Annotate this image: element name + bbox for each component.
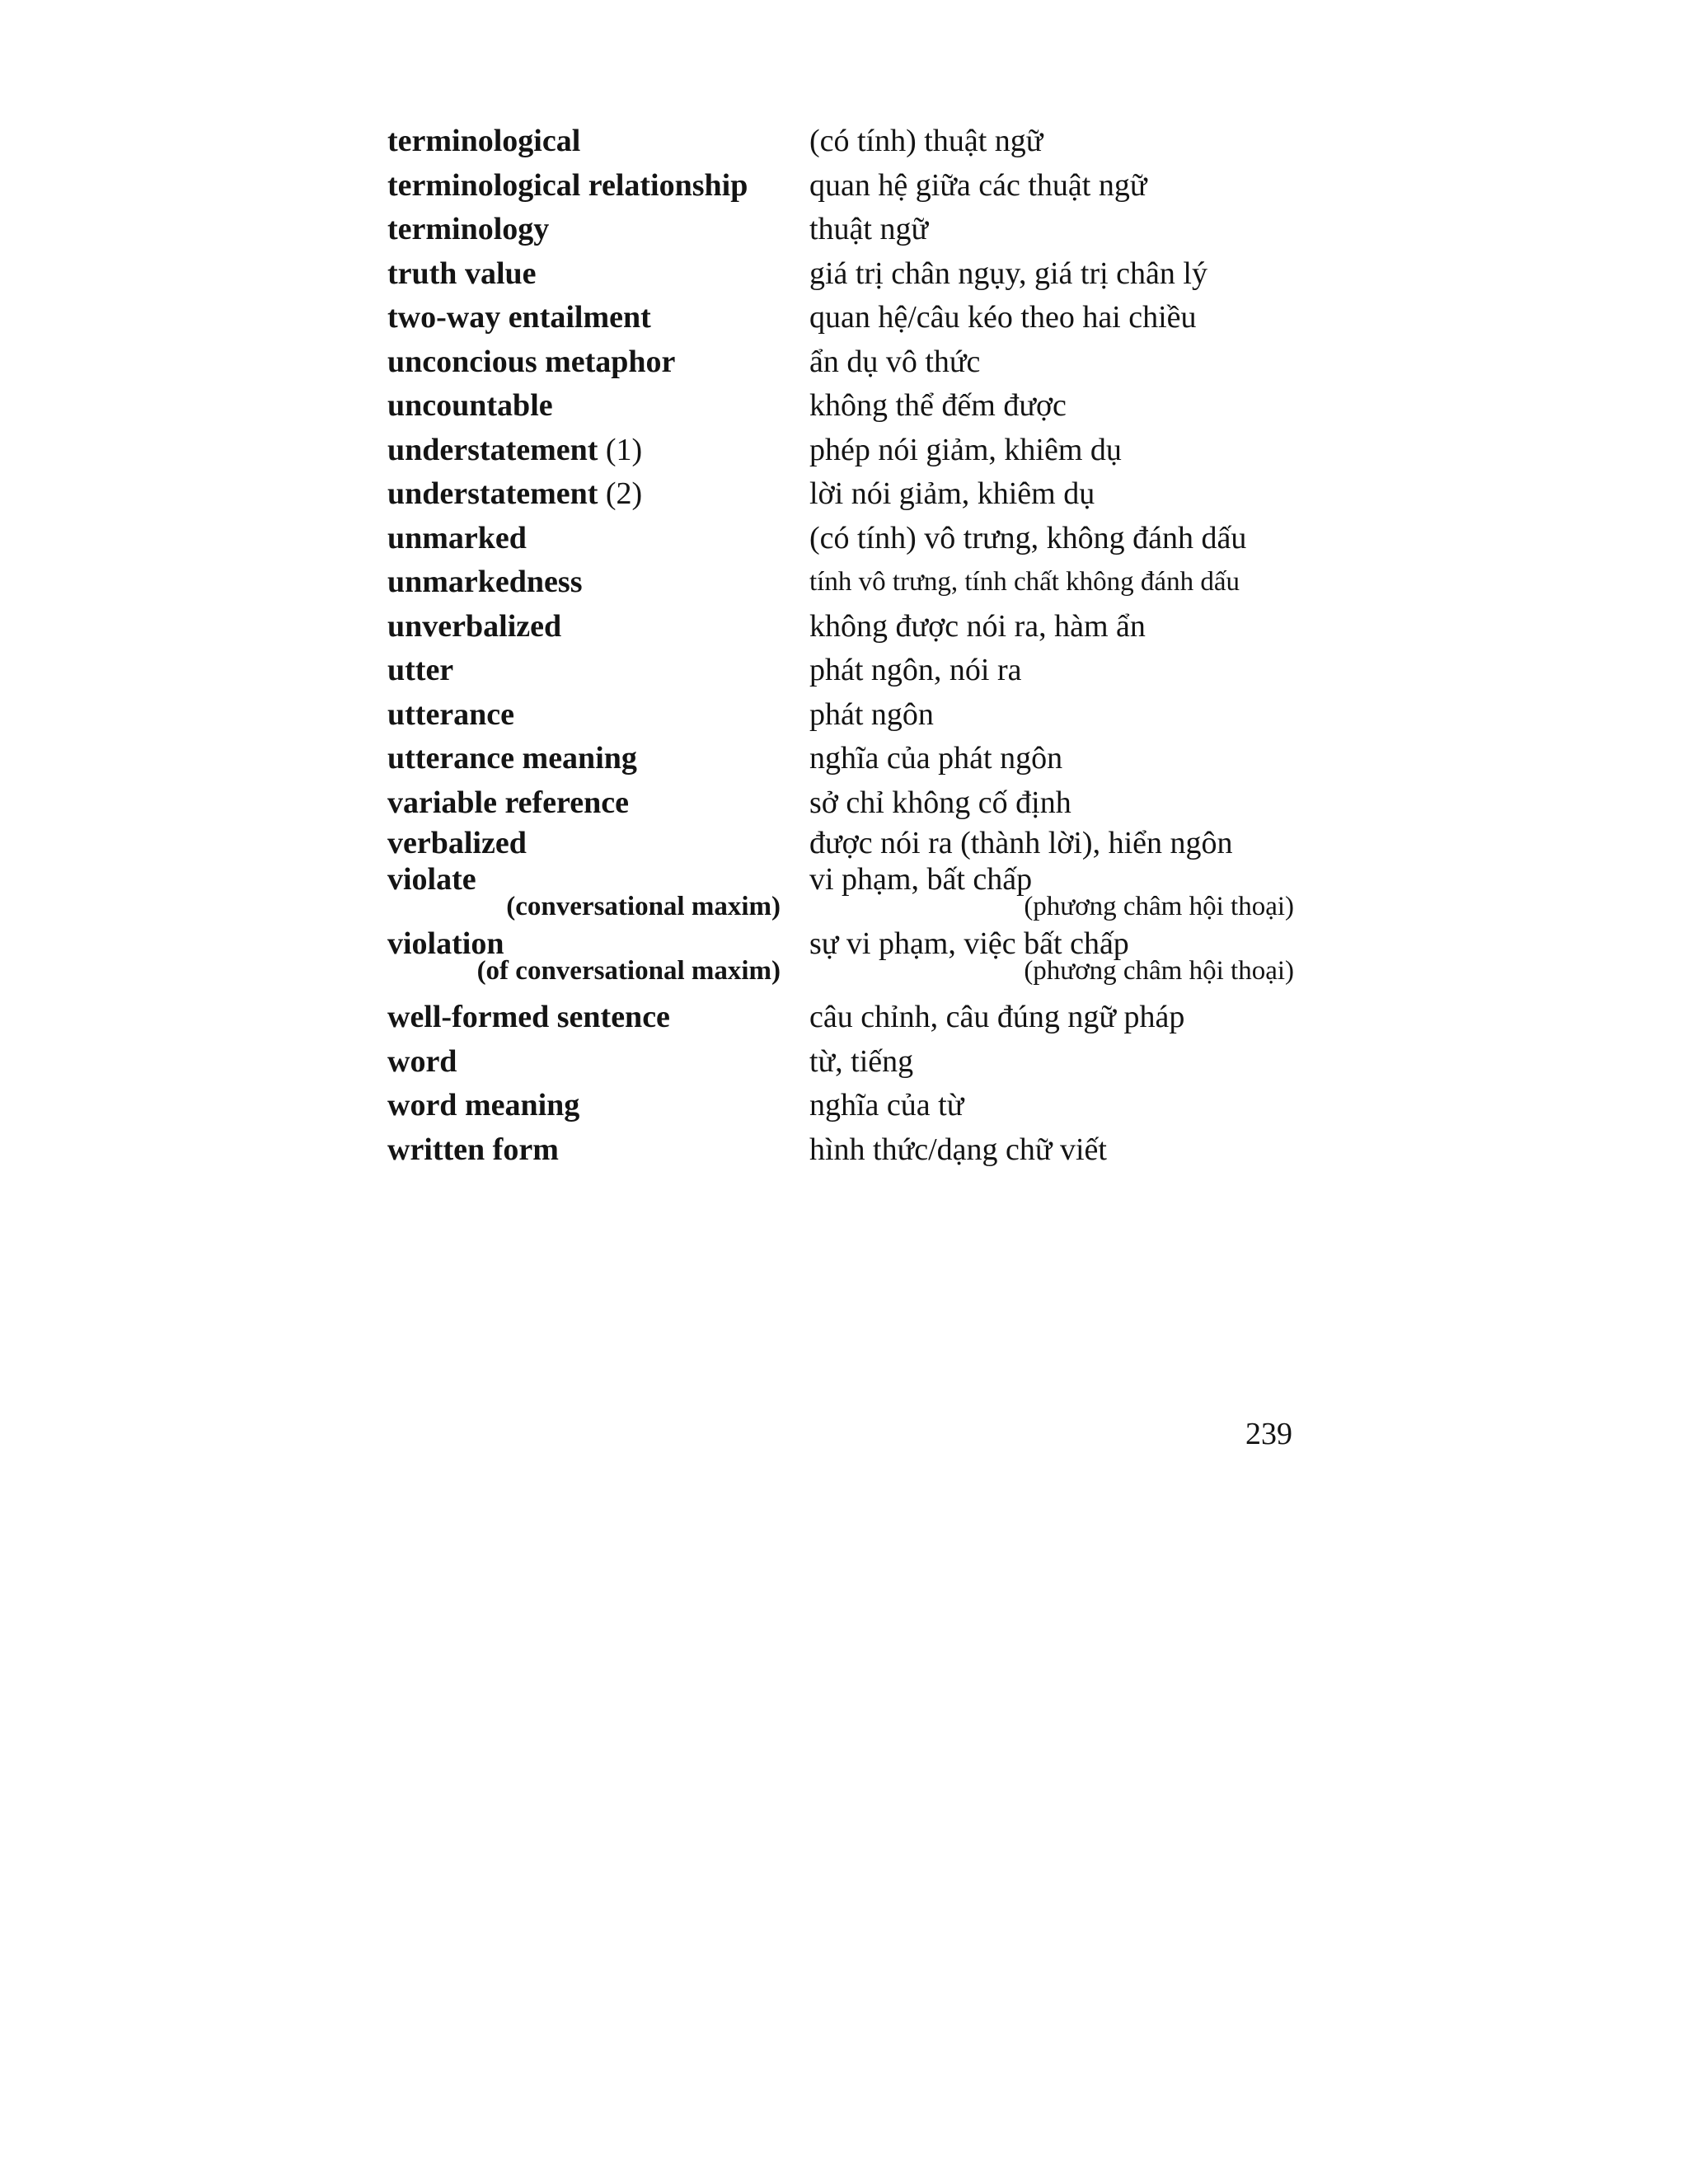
glossary-entry xyxy=(387,560,1294,605)
definition: (có tính) vô trưng, không đánh dấu xyxy=(809,520,1247,555)
definition: quan hệ giữa các thuật ngữ xyxy=(809,167,1147,203)
definition: thuật ngữ xyxy=(809,212,929,246)
term: unmarkedness xyxy=(387,565,583,599)
term: violate xyxy=(387,862,476,897)
term: word xyxy=(387,1043,457,1079)
glossary-entry xyxy=(387,1084,1294,1128)
sense-number: (1) xyxy=(605,432,643,467)
term: terminological relationship xyxy=(387,167,748,203)
definition-qualifier: (phương châm hội thoại) xyxy=(1024,892,1294,921)
definition: vi phạm, bất chấp xyxy=(809,862,1033,897)
glossary-entry xyxy=(387,605,1294,649)
glossary-entry xyxy=(387,781,1294,826)
term: utterance meaning xyxy=(387,741,637,776)
definition: nghĩa của phát ngôn xyxy=(809,741,1063,776)
glossary-entry xyxy=(387,208,1294,252)
term: unmarked xyxy=(387,520,527,555)
glossary-list xyxy=(387,120,1294,1172)
definition: câu chỉnh, câu đúng ngữ pháp xyxy=(809,1000,1185,1034)
definition: được nói ra (thành lời), hiển ngôn xyxy=(809,826,1233,860)
definition: từ, tiếng xyxy=(809,1043,914,1079)
definition: quan hệ/câu kéo theo hai chiều xyxy=(809,300,1197,335)
definition: hình thức/dạng chữ viết xyxy=(809,1132,1107,1167)
glossary-entry xyxy=(387,340,1294,385)
definition: sự vi phạm, việc bất chấp xyxy=(809,926,1129,961)
term: unverbalized xyxy=(387,608,562,644)
term: two-way entailment xyxy=(387,300,651,335)
glossary-entry xyxy=(387,649,1294,693)
term: unconcious metaphor xyxy=(387,344,676,379)
term-qualifier: (conversational maxim) xyxy=(506,892,781,921)
term: verbalized xyxy=(387,826,527,860)
glossary-subrow xyxy=(387,892,1294,926)
glossary-entry xyxy=(387,737,1294,781)
term: well-formed sentence xyxy=(387,1000,670,1034)
glossary-entry-violate xyxy=(387,861,1294,897)
glossary-entry xyxy=(387,996,1294,1040)
glossary-entry xyxy=(387,429,1294,473)
definition-qualifier: (phương châm hội thoại) xyxy=(1024,956,1294,986)
term: terminology xyxy=(387,212,550,246)
glossary-entry xyxy=(387,1128,1294,1173)
term: written form xyxy=(387,1132,559,1167)
glossary-entry xyxy=(387,296,1294,340)
definition: giá trị chân ngụy, giá trị chân lý xyxy=(809,255,1207,291)
term: violation xyxy=(387,926,504,961)
sense-number: (2) xyxy=(605,476,643,511)
definition: không được nói ra, hàm ẩn xyxy=(809,608,1146,644)
term: variable reference xyxy=(387,785,629,820)
definition: sở chỉ không cố định xyxy=(809,785,1071,820)
glossary-subrow xyxy=(387,956,1294,996)
glossary-entry-violation xyxy=(387,926,1294,961)
glossary-entry xyxy=(387,1040,1294,1085)
glossary-entry xyxy=(387,472,1294,517)
term: terminological xyxy=(387,124,581,158)
term: utter xyxy=(387,653,454,687)
definition: nghĩa của từ xyxy=(809,1088,964,1122)
term: utterance xyxy=(387,696,515,732)
definition: phát ngôn xyxy=(809,696,934,732)
definition: (có tính) thuật ngữ xyxy=(809,124,1043,158)
term: word meaning xyxy=(387,1088,580,1122)
glossary-entry xyxy=(387,384,1294,429)
term: uncountable xyxy=(387,388,553,423)
term: understatement (1) xyxy=(387,432,643,467)
term-qualifier: (of conversational maxim) xyxy=(476,956,781,986)
definition: phát ngôn, nói ra xyxy=(809,653,1022,687)
definition: phép nói giảm, khiêm dụ xyxy=(809,432,1122,467)
definition: không thể đếm được xyxy=(809,388,1067,423)
glossary-entry xyxy=(387,693,1294,738)
glossary-entry xyxy=(387,164,1294,209)
term: truth value xyxy=(387,255,537,291)
glossary-entry xyxy=(387,825,1294,861)
definition: tính vô trưng, tính chất không đánh dấu xyxy=(809,567,1240,597)
glossary-entry xyxy=(387,252,1294,297)
definition: ẩn dụ vô thức xyxy=(809,344,981,379)
glossary-entry xyxy=(387,120,1294,164)
term: understatement (2) xyxy=(387,476,643,511)
glossary-entry xyxy=(387,517,1294,561)
page-number: 239 xyxy=(1245,1417,1292,1451)
definition: lời nói giảm, khiêm dụ xyxy=(809,476,1095,511)
